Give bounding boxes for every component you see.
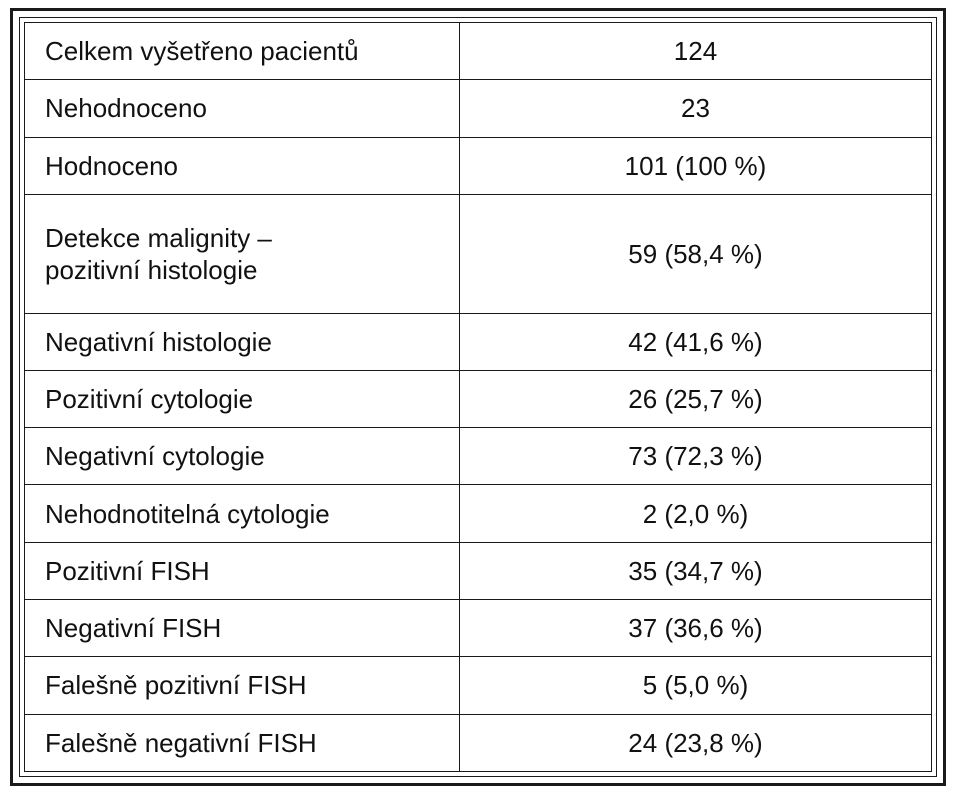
results-table xyxy=(24,22,932,772)
row-label: pozitivní histologie xyxy=(45,254,258,285)
row-value: 5 (5,0 %) xyxy=(642,670,749,701)
row-value-cell xyxy=(460,137,932,194)
table-row xyxy=(25,657,932,714)
row-value-cell xyxy=(460,194,932,313)
table-row xyxy=(25,194,932,313)
row-value: 101 (100 %) xyxy=(624,150,767,181)
table-inner-frame xyxy=(19,17,937,777)
row-label-cell xyxy=(25,23,460,80)
table-row xyxy=(25,80,932,137)
table-row xyxy=(25,23,932,80)
row-label-cell xyxy=(25,714,460,771)
row-value-cell xyxy=(460,313,932,370)
row-label: Falešně pozitivní FISH xyxy=(45,670,307,701)
row-value: 73 (72,3 %) xyxy=(628,441,763,472)
row-label-cell xyxy=(25,313,460,370)
row-label: Detekce malignity – xyxy=(45,222,272,253)
row-label-cell xyxy=(25,80,460,137)
row-label-cell xyxy=(25,657,460,714)
row-value-cell xyxy=(460,485,932,542)
table-outer-frame xyxy=(10,8,946,786)
row-label-cell xyxy=(25,485,460,542)
table-row xyxy=(25,542,932,599)
table-row xyxy=(25,714,932,771)
row-label: Pozitivní FISH xyxy=(45,555,210,586)
row-value: 37 (36,6 %) xyxy=(628,613,763,644)
row-value-cell xyxy=(460,714,932,771)
table-row xyxy=(25,370,932,427)
row-label: Negativní FISH xyxy=(45,613,222,644)
table-row xyxy=(25,600,932,657)
table-row xyxy=(25,428,932,485)
row-value: 124 xyxy=(673,36,718,67)
row-value: 23 xyxy=(681,93,710,124)
row-value-cell xyxy=(460,657,932,714)
row-label-cell xyxy=(25,194,460,313)
row-label: Negativní histologie xyxy=(45,326,272,357)
row-label: Nehodnotitelná cytologie xyxy=(45,498,330,529)
row-label: Hodnoceno xyxy=(45,150,178,181)
row-value: 35 (34,7 %) xyxy=(628,555,763,586)
table-row xyxy=(25,485,932,542)
row-value-cell xyxy=(460,428,932,485)
row-label-cell xyxy=(25,542,460,599)
table-body xyxy=(25,23,932,772)
row-label-cell xyxy=(25,137,460,194)
row-value: 59 (58,4 %) xyxy=(628,238,763,269)
row-value-cell xyxy=(460,23,932,80)
table-row xyxy=(25,313,932,370)
row-value-cell xyxy=(460,600,932,657)
row-label-cell xyxy=(25,428,460,485)
row-label: Pozitivní cytologie xyxy=(45,384,254,415)
row-value: 42 (41,6 %) xyxy=(628,326,763,357)
row-value: 24 (23,8 %) xyxy=(628,727,763,758)
row-label-cell xyxy=(25,600,460,657)
row-value: 26 (25,7 %) xyxy=(628,384,763,415)
row-label-cell xyxy=(25,370,460,427)
row-value-cell xyxy=(460,542,932,599)
table-row xyxy=(25,137,932,194)
row-label: Falešně negativní FISH xyxy=(45,727,317,758)
row-label: Celkem vyšetřeno pacientů xyxy=(45,36,359,67)
row-value: 2 (2,0 %) xyxy=(642,498,749,529)
row-label: Nehodnoceno xyxy=(45,93,207,124)
row-value-cell xyxy=(460,80,932,137)
row-label: Negativní cytologie xyxy=(45,441,265,472)
row-value-cell xyxy=(460,370,932,427)
